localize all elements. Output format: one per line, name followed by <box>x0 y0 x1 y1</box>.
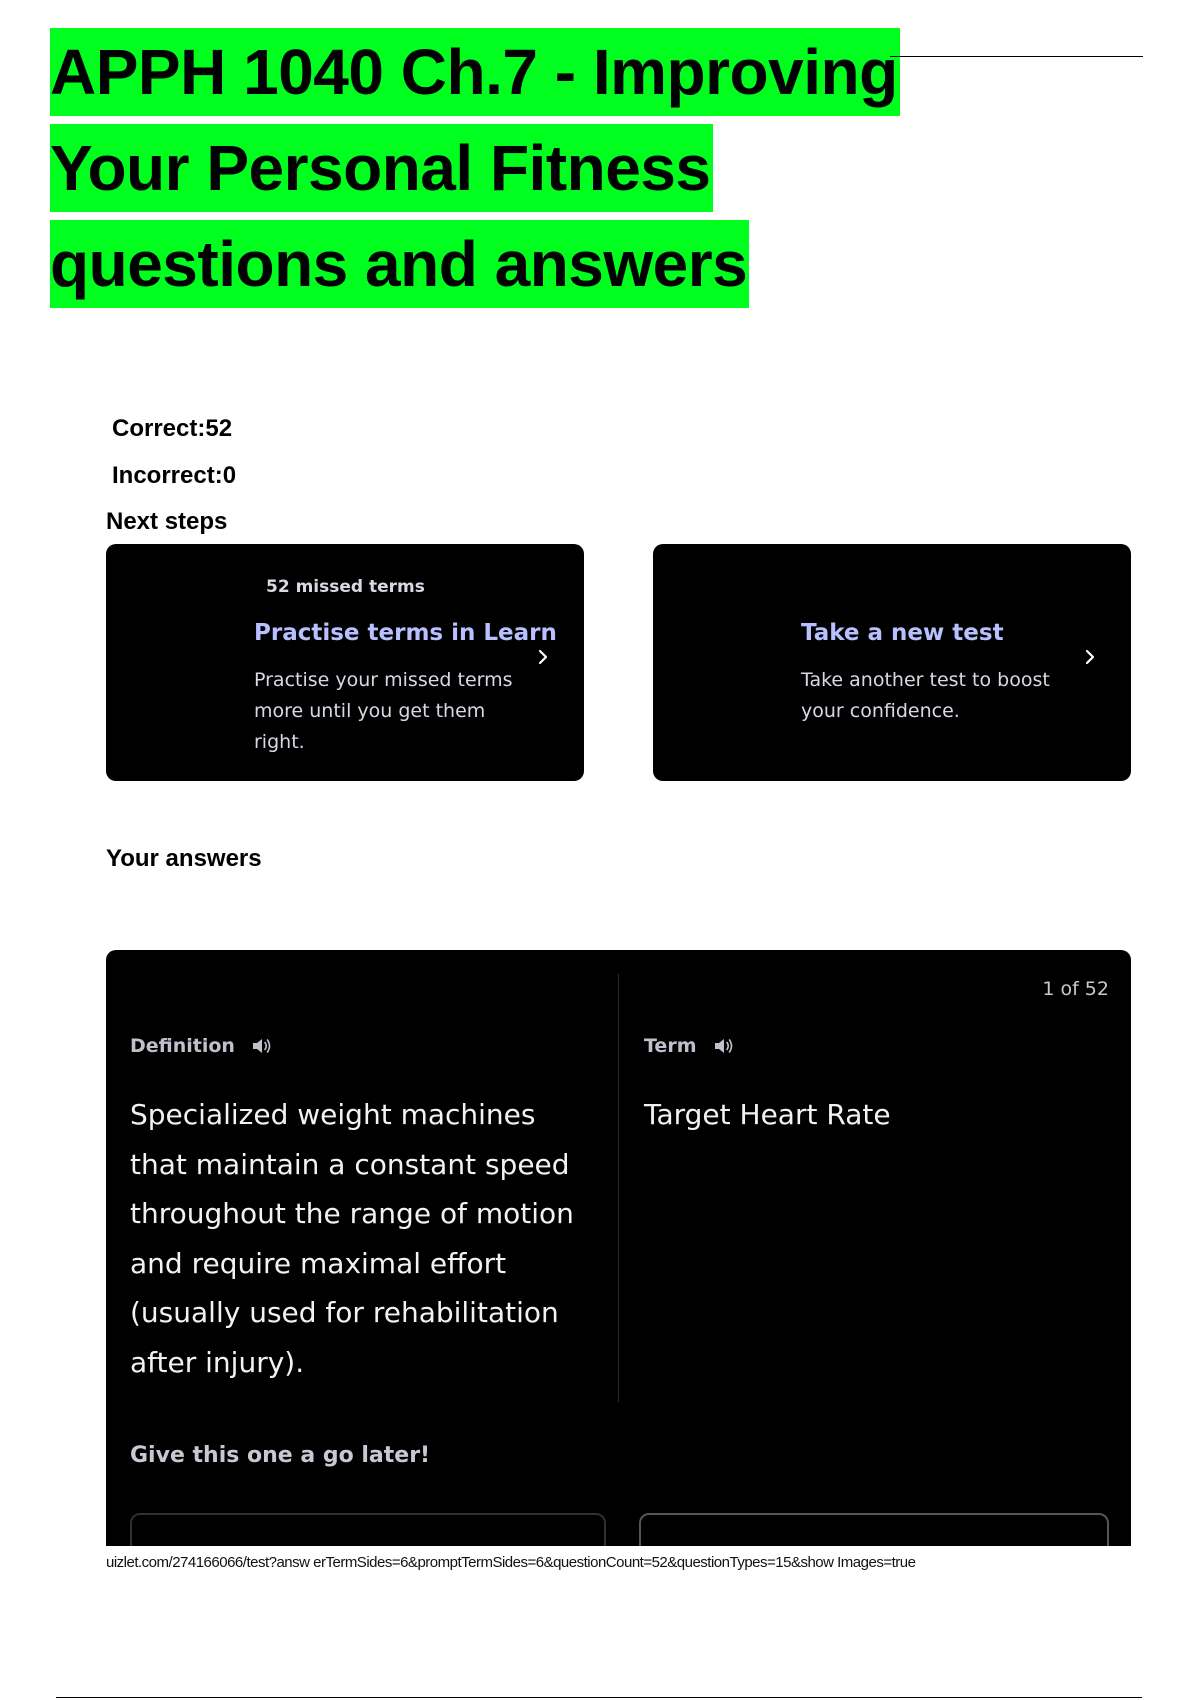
term-label: Term <box>644 1035 697 1057</box>
missed-terms-count: 52 missed terms <box>266 577 425 597</box>
speaker-icon[interactable] <box>251 1037 273 1055</box>
title-line-3: questions and answers <box>50 220 749 308</box>
answer-option-left[interactable] <box>130 1513 606 1546</box>
new-test-card[interactable] <box>653 544 1131 781</box>
next-steps-heading: Next steps <box>106 508 228 535</box>
column-divider <box>618 974 619 1402</box>
practise-learn-card[interactable] <box>106 544 584 781</box>
new-test-description: Take another test to boost your confidence. <box>801 669 1050 722</box>
document-title <box>50 28 950 316</box>
practise-learn-title: Practise terms in Learn <box>254 620 557 646</box>
speaker-icon[interactable] <box>713 1037 735 1055</box>
definition-text: Specialized weight machines that maintain a constant speed throughout the range of motion and require maximal effort (usually used for rehabilitation after injury). <box>130 1098 574 1379</box>
incorrect-count: Incorrect:0 <box>112 462 237 489</box>
term-text: Target Heart Rate <box>644 1098 891 1131</box>
chevron-right-icon[interactable] <box>1081 646 1099 668</box>
answer-card <box>106 950 1131 1546</box>
term-label-group <box>644 1035 735 1057</box>
answer-option-right[interactable] <box>639 1513 1109 1546</box>
source-url: uizlet.com/274166066/test?answ erTermSides=6&promptTermSides=6&questionCount=52&questionTypes=15&show Images=true <box>106 1554 916 1571</box>
top-rule <box>890 56 1143 57</box>
practise-learn-description: Practise your missed terms more until you get them right. <box>254 669 513 753</box>
question-counter: 1 of 52 <box>1042 978 1109 1000</box>
bottom-rule <box>56 1697 1142 1698</box>
your-answers-heading: Your answers <box>106 845 262 872</box>
try-later-hint: Give this one a go later! <box>130 1443 431 1468</box>
definition-label: Definition <box>130 1035 235 1057</box>
new-test-title: Take a new test <box>801 620 1004 646</box>
title-line-1: APPH 1040 Ch.7 - Improving <box>50 28 900 116</box>
chevron-right-icon[interactable] <box>534 646 552 668</box>
correct-count: Correct:52 <box>112 415 233 442</box>
definition-label-group <box>130 1035 273 1057</box>
title-line-2: Your Personal Fitness <box>50 124 713 212</box>
